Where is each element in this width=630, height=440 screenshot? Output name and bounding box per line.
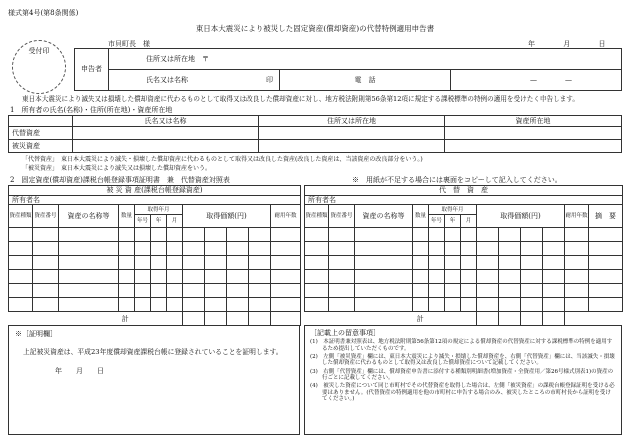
instruction-item-4: (4) 被災した資産について同じ市町村でその代替資産を取得した場合は、左側「被災資産」の課税台帳登録証明を受ける必要はありません。(代替資産の特例適用を他の市町村に申告する場合のみ、被災したところの市町村長から証明を受けてください。) (310, 383, 615, 402)
phone-label: 電 話 (280, 70, 451, 91)
date-month: 月 (563, 40, 571, 48)
replacement-assets-table (304, 185, 623, 326)
r-col-number: 資産番号 (329, 205, 355, 228)
damaged-owner-address-cell[interactable] (259, 140, 445, 153)
certificate-box[interactable] (8, 325, 300, 435)
row-replacement-asset: 代替資産 (9, 127, 73, 140)
seal-mark: 印 (266, 75, 273, 84)
section2-note: ※ 用紙が不足する場合には裏面をコピーして記入してください。 (352, 176, 562, 184)
receipt-stamp-circle (12, 40, 66, 94)
instructions-title: ［記載上の留意事項］ (310, 329, 380, 337)
table-row (305, 256, 623, 270)
note-replacement: 「代替資産」 東日本大震災により滅失・損壊した償却資産に代わるものとして取得又は改良した資産(改良した資産は、当該資産の改良部分をいう。) (22, 156, 423, 163)
r-col-name: 資産の名称等 (355, 205, 413, 228)
d-col-price: 取得価額(円) (183, 205, 271, 228)
applicant-name-field[interactable]: 氏名又は名称 印 (109, 70, 280, 91)
table-row (9, 242, 301, 256)
applicant-label: 申告者 (75, 49, 109, 91)
damaged-total-label: 計 (9, 312, 183, 326)
instructions-box (304, 325, 622, 435)
d-col-number: 資産番号 (33, 205, 59, 228)
table-row (305, 270, 623, 284)
addressee: 市貝町長 様 (108, 40, 150, 48)
table-row (305, 298, 623, 312)
d-col-era: 年号 (135, 215, 151, 228)
table-row (305, 242, 623, 256)
col-asset-location: 資産所在地 (445, 116, 622, 127)
replacement-header: 代 替 資 産 (305, 186, 623, 196)
section2-heading: 2 固定資産(償却資産)課税台帳登録事項証明書 兼 代替資産対照表 (10, 176, 230, 184)
phone-field[interactable]: — — (451, 70, 622, 91)
document-title: 東日本大震災により被災した固定資産(償却資産)の代替特例適用申告書 (195, 24, 435, 33)
d-col-name: 資産の名称等 (59, 205, 119, 228)
table-row (305, 284, 623, 298)
certificate-text: 上記被災資産は、平成23年度償却資産課税台帳に登録されていることを証明します。 (23, 348, 283, 356)
r-col-mo: 月 (461, 215, 477, 228)
replacement-total-label: 計 (305, 312, 477, 326)
replacement-asset-location-cell[interactable] (445, 127, 622, 140)
declaration-text: 東日本大震災により滅失又は損壊した償却資産に代わるものとして取得又は改良した償却資産に対し、地方税法附則第56条第12項に規定する課税標準の特例の適用を受けたく申告します。 (22, 95, 579, 103)
r-col-life: 耐用年数 (565, 205, 589, 228)
d-col-type: 資産種類 (9, 205, 33, 228)
date-year: 年 (528, 40, 535, 48)
note-damaged: 「被災資産」 東日本大震災により滅失又は損壊した償却資産をいう。 (22, 165, 212, 172)
instruction-item-2: (2) 左側「被災資産」欄には、東日本大震災により滅失・損壊した償却資産を、右側「代替資産」欄には、当該滅失・損壊した償却資産に代わるものとして取得又は改良した償却資産について記載してください。 (310, 354, 615, 367)
col-owner-address: 住所又は所在地 (259, 116, 445, 127)
certificate-title: ※［証明欄］ (15, 330, 57, 338)
replacement-owner-name-cell[interactable] (73, 127, 259, 140)
table-row (9, 270, 301, 284)
r-col-remarks: 摘 要 (589, 205, 623, 228)
replacement-owner-field[interactable]: 所有者名 (305, 196, 623, 205)
col-owner-name: 氏名又は名称 (73, 116, 259, 127)
damaged-owner-name-cell[interactable] (73, 140, 259, 153)
damaged-total-row (9, 312, 301, 326)
d-col-qty: 数量 (119, 205, 135, 228)
r-col-qty: 数量 (413, 205, 429, 228)
replacement-owner-address-cell[interactable] (259, 127, 445, 140)
d-col-life: 耐用年数 (271, 205, 301, 228)
receipt-stamp-label: 受付印 (28, 47, 50, 55)
applicant-table (74, 48, 622, 91)
table-row (9, 284, 301, 298)
table-row (9, 256, 301, 270)
r-col-price: 取得価額(円) (477, 205, 565, 228)
damaged-owner-field[interactable]: 所有者名 (9, 196, 301, 205)
r-col-acq: 取得年月 (429, 205, 477, 215)
table-row (305, 228, 623, 242)
damaged-assets-table (8, 185, 301, 326)
damaged-asset-location-cell[interactable] (445, 140, 622, 153)
table-row (9, 228, 301, 242)
r-col-type: 資産種類 (305, 205, 329, 228)
certificate-date: 年 月 日 (55, 367, 104, 375)
section1-table (8, 115, 622, 153)
replacement-total-row (305, 312, 623, 326)
applicant-address-field[interactable]: 住所又は所在地 〒 (109, 49, 622, 70)
damaged-header: 被 災 資 産(課税台帳登録資産) (9, 186, 301, 196)
instruction-item-3: (3) 右側「代替資産」欄には、償却資産申告書に添付する種類別明細書(増加資産・全資産用／第26号様式別表1)の資産の行ごとに記載してください。 (310, 368, 614, 381)
r-col-era: 年号 (429, 215, 445, 228)
d-col-mo: 月 (167, 215, 183, 228)
date-day: 日 (598, 40, 606, 48)
table-row (9, 298, 301, 312)
r-col-yr: 年 (445, 215, 461, 228)
form-number: 様式第4号(第8条関係) (8, 9, 79, 17)
instruction-item-1: (1) 本証明書兼対照表は、地方税法附則第56条第12項の規定による償却資産の代替資産に対する課税標準の特例を適用するため提出していただくものです。 (310, 339, 613, 352)
d-col-yr: 年 (151, 215, 167, 228)
row-damaged-asset: 被災資産 (9, 140, 73, 153)
section1-heading: 1 所有者の氏名(名称)・住所(所在地)・資産所在地 (10, 106, 173, 114)
d-col-acq: 取得年月 (135, 205, 183, 215)
